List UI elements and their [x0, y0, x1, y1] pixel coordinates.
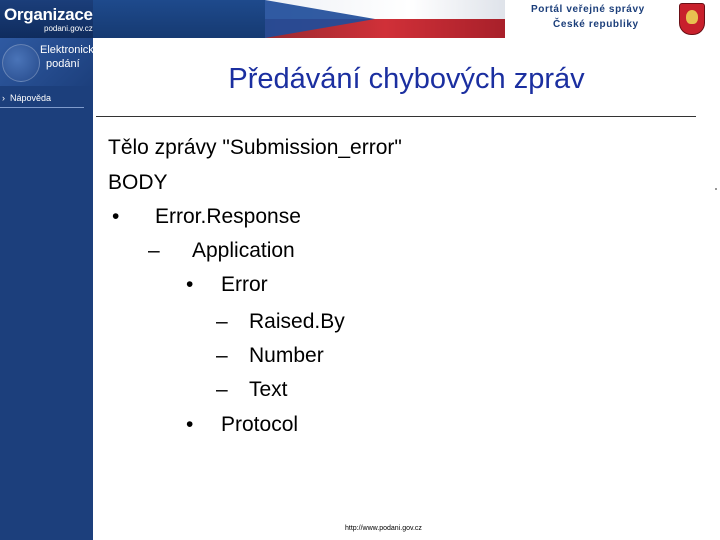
- title-divider: [96, 116, 696, 117]
- globe-icon: [2, 44, 40, 82]
- sidebar-logo[interactable]: [0, 38, 100, 86]
- dash-marker: –: [216, 344, 228, 367]
- list-item-number: Number: [249, 344, 324, 367]
- decorative-dot: [715, 188, 717, 190]
- list-item-text: Text: [249, 378, 288, 401]
- dash-marker: –: [216, 310, 228, 333]
- banner-strip: [93, 0, 265, 38]
- chevron-right-icon: ›: [2, 93, 5, 103]
- bullet-marker: •: [112, 205, 120, 228]
- footer-url[interactable]: http://www.podani.gov.cz: [345, 525, 422, 532]
- sidebar-logo-line2: podání: [46, 58, 80, 70]
- sidebar-logo-line1: Elektronická: [40, 44, 100, 56]
- top-banner: [0, 0, 720, 38]
- body-line-heading: Tělo zprávy "Submission_error": [108, 136, 402, 159]
- czech-flag-image: [265, 0, 505, 38]
- organization-logo[interactable]: [0, 0, 93, 38]
- body-line-body: BODY: [108, 171, 168, 194]
- dash-marker: –: [216, 378, 228, 401]
- page-title: Předávání chybových zpráv: [228, 63, 585, 95]
- organization-subtitle: podani.gov.cz: [44, 24, 93, 33]
- list-item-error-response: Error.Response: [155, 205, 301, 228]
- bullet-marker: •: [186, 413, 194, 436]
- bullet-marker: •: [186, 273, 194, 296]
- list-item-application: Application: [192, 239, 295, 262]
- sidebar-divider: [0, 107, 84, 108]
- coat-of-arms-icon: [679, 3, 705, 35]
- list-item-error: Error: [221, 273, 268, 296]
- dash-marker: –: [148, 239, 160, 262]
- list-item-raised-by: Raised.By: [249, 310, 345, 333]
- organization-title: Organizace: [4, 5, 93, 24]
- list-item-protocol: Protocol: [221, 413, 299, 436]
- portal-title-line1: Portál veřejné správy: [531, 4, 645, 15]
- sidebar-item-help[interactable]: [0, 92, 93, 106]
- portal-header[interactable]: [505, 0, 720, 38]
- left-sidebar: [0, 38, 93, 540]
- portal-title-line2: České republiky: [553, 19, 639, 30]
- sidebar-item-label: Nápověda: [10, 93, 52, 103]
